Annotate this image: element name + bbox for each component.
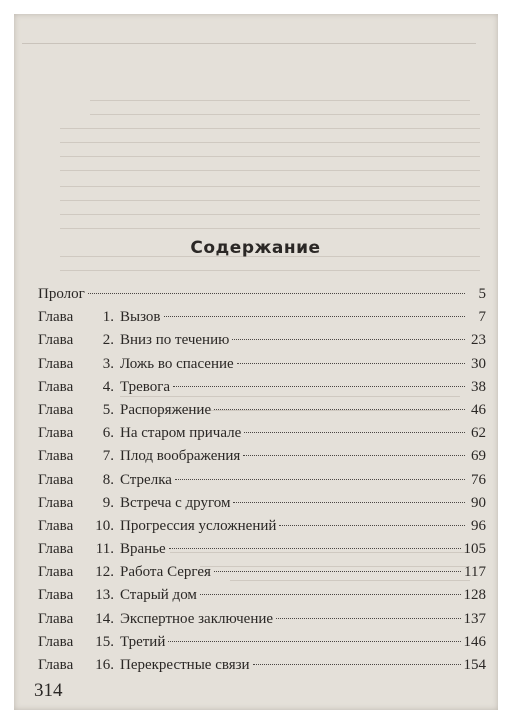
toc-chapter-word: Глава <box>38 541 74 558</box>
bleed-through-line <box>60 170 480 171</box>
toc-chapter-word: Глава <box>38 448 74 465</box>
toc-entry <box>38 356 486 379</box>
toc-dot-leader <box>233 502 465 503</box>
bleed-through-header-rule <box>22 43 476 44</box>
toc-dot-leader <box>168 641 460 642</box>
toc-dot-leader <box>243 455 465 456</box>
toc-chapter-number: 12. <box>95 564 114 581</box>
toc-entry-page: 30 <box>471 355 486 372</box>
toc-entry <box>38 286 486 309</box>
toc-dot-leader <box>232 339 465 340</box>
toc-dot-leader <box>200 594 461 595</box>
toc-dot-leader <box>244 432 465 433</box>
toc-chapter-number: 2. <box>102 332 114 349</box>
toc-chapter-number: 15. <box>95 633 114 650</box>
toc-chapter-word: Глава <box>38 610 74 627</box>
toc-chapter-number: 8. <box>102 471 114 488</box>
toc-entry-page: 146 <box>463 633 486 650</box>
toc-entry-title: Распоряжение <box>120 401 212 418</box>
toc-entry <box>38 518 486 541</box>
toc-entry-page: 96 <box>471 517 486 534</box>
toc-entry-page: 137 <box>463 610 486 627</box>
toc-chapter-number: 7. <box>102 448 114 465</box>
toc-entry-page: 69 <box>471 448 486 465</box>
toc-entry-title: Прогрессия усложнений <box>120 517 277 534</box>
toc-entry-page: 154 <box>463 657 486 673</box>
toc-entry-title: Ложь во спасение <box>120 355 234 372</box>
toc-dot-leader <box>173 386 465 387</box>
toc-entry-title: Тревога <box>120 378 171 395</box>
toc-entry <box>38 657 486 680</box>
toc-title: Содержание <box>190 238 321 258</box>
toc-entry-title: Старый дом <box>120 587 197 604</box>
bleed-through-line <box>90 114 480 115</box>
toc-chapter-number: 16. <box>95 657 114 673</box>
toc-chapter-word: Глава <box>38 657 74 673</box>
toc-chapter-word: Глава <box>38 564 74 581</box>
toc-entry-page: 128 <box>463 587 486 604</box>
toc-entry-page: 105 <box>463 541 486 558</box>
toc-entry <box>38 379 486 402</box>
toc-dot-leader <box>253 664 461 665</box>
toc-entry <box>38 495 486 518</box>
toc-chapter-number: 3. <box>102 355 114 372</box>
toc-entry <box>38 332 486 355</box>
toc-entry-title: Работа Сергея <box>120 564 211 581</box>
toc-entry-title: Перекрестные связи <box>120 657 250 673</box>
toc-chapter-word: Глава <box>38 332 74 349</box>
toc-entry <box>38 425 486 448</box>
toc-entry-title: Плод воображения <box>120 448 241 465</box>
toc-dot-leader <box>88 293 465 294</box>
bleed-through-line <box>60 156 480 157</box>
toc-chapter-number: 1. <box>102 309 114 326</box>
toc-entry-page: 117 <box>464 564 486 581</box>
toc-chapter-number: 5. <box>102 401 114 418</box>
toc-entry <box>38 541 486 564</box>
toc-chapter-number: 4. <box>102 378 114 395</box>
toc-entry <box>38 611 486 634</box>
toc-entry-title: Вызов <box>120 309 161 326</box>
toc-chapter-number: 14. <box>95 610 114 627</box>
toc-entry-title: Вниз по течению <box>120 332 230 349</box>
toc-chapter-word: Глава <box>38 425 74 442</box>
toc-entry-page: 90 <box>471 494 486 511</box>
bleed-through-line <box>90 100 470 101</box>
toc-entry-page: 46 <box>471 401 486 418</box>
toc-chapter-word: Глава <box>38 401 74 418</box>
toc-entry-page: 38 <box>471 378 486 395</box>
toc-chapter-number: 10. <box>95 517 114 534</box>
toc-entry-title: Встреча с другом <box>120 494 231 511</box>
bleed-through-line <box>60 214 480 215</box>
toc-chapter-word: Глава <box>38 378 74 395</box>
toc-chapter-word: Глава <box>38 494 74 511</box>
toc-chapter-word: Глава <box>38 633 74 650</box>
bleed-through-line <box>60 128 480 129</box>
toc-chapter-word: Глава <box>38 471 74 488</box>
toc-chapter-number: 6. <box>102 425 114 442</box>
toc-entry-title: Вранье <box>120 541 166 558</box>
toc-dot-leader <box>276 618 460 619</box>
toc-entry-title: Экспертное заключение <box>120 610 274 627</box>
toc-chapter-number: 9. <box>102 494 114 511</box>
toc-chapter-number: 13. <box>95 587 114 604</box>
toc-chapter-word: Глава <box>38 517 74 534</box>
toc-entry <box>38 309 486 332</box>
page-number: 314 <box>34 680 63 701</box>
bleed-through-line <box>60 270 480 271</box>
toc-entry-page: 5 <box>478 286 486 302</box>
bleed-through-line <box>60 186 480 187</box>
toc-dot-leader <box>214 571 461 572</box>
toc-dot-leader <box>164 316 465 317</box>
toc-entry-page: 76 <box>471 471 486 488</box>
toc-entry-title: Пролог <box>38 286 85 302</box>
bleed-through-line <box>60 228 480 229</box>
toc-entry <box>38 472 486 495</box>
bleed-through-line <box>60 142 480 143</box>
toc-entry-page: 23 <box>471 332 486 349</box>
bleed-through-line <box>60 200 480 201</box>
toc-entry <box>38 564 486 587</box>
toc-entry <box>38 587 486 610</box>
toc-entry-title: Стрелка <box>120 471 172 488</box>
toc-entry-title: Третий <box>120 633 166 650</box>
toc-entry <box>38 448 486 471</box>
toc-dot-leader <box>169 548 461 549</box>
toc-dot-leader <box>214 409 465 410</box>
toc-entry-title: На старом причале <box>120 425 242 442</box>
toc-chapter-word: Глава <box>38 309 74 326</box>
toc-chapter-word: Глава <box>38 587 74 604</box>
toc-entry-page: 62 <box>471 425 486 442</box>
toc-chapter-word: Глава <box>38 355 74 372</box>
toc-entry-page: 7 <box>478 309 486 326</box>
toc-chapter-number: 11. <box>95 541 114 558</box>
toc-dot-leader <box>279 525 465 526</box>
toc-dot-leader <box>237 363 465 364</box>
toc-entry <box>38 634 486 657</box>
toc-entry <box>38 402 486 425</box>
toc-dot-leader <box>175 479 465 480</box>
table-of-contents <box>38 286 486 680</box>
